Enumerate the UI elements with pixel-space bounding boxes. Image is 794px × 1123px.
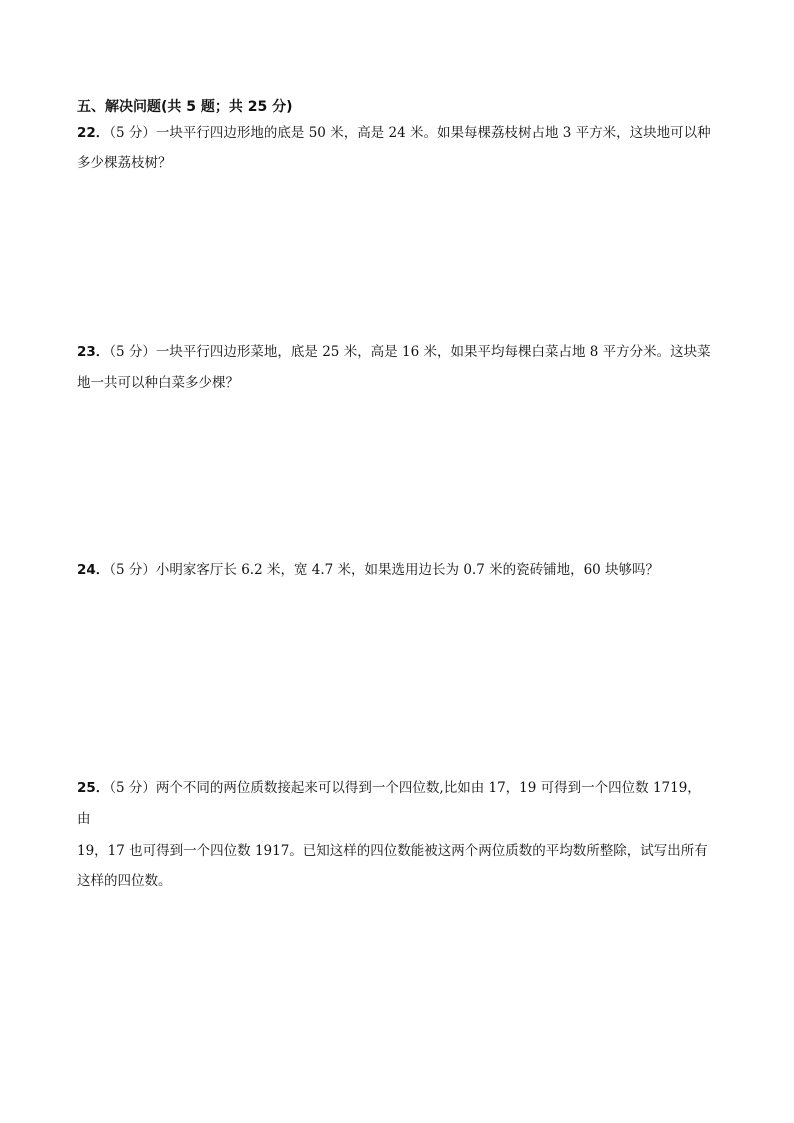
- question-25-line-1: [77, 778, 701, 798]
- question-22-text-1: （5 分）一块平行四边形地的底是 50 米，高是 24 米。如果每棵荔枝树占地 3 平方米，这块地可以种: [109, 125, 711, 141]
- question-22-number: 22．: [77, 125, 110, 141]
- question-23-number: 23．: [77, 344, 110, 360]
- question-24-text-1: （5 分）小明家客厅长 6.2 米，宽 4.7 米，如果选用边长为 0.7 米的瓷砖铺地，60 块够吗？: [109, 562, 660, 578]
- question-22-line-2: 多少棵荔枝树？: [77, 155, 172, 171]
- question-25-text-1: （5 分）两个不同的两位质数接起来可以得到一个四位数,比如由 17，19 可得到一个四位数 1719，: [109, 780, 701, 796]
- question-22-line-1: [77, 123, 711, 143]
- question-25-line-3: 19，17 也可得到一个四位数 1917。已知这样的四位数能被这两个两位质数的平均数所整除，试写出所有: [77, 843, 708, 859]
- section-heading: 五、解决问题(共 5 题；共 25 分): [77, 99, 293, 115]
- question-25-line-2: 由: [77, 811, 91, 827]
- question-25-number: 25．: [77, 780, 110, 796]
- question-23-line-2: 地一共可以种白菜多少棵？: [77, 375, 239, 391]
- question-23-text-1: （5 分）一块平行四边形菜地，底是 25 米，高是 16 米，如果平均每棵白菜占地 8 平方分米。这块菜: [109, 344, 711, 360]
- question-24-number: 24．: [77, 562, 110, 578]
- question-23-line-1: [77, 342, 711, 362]
- question-24-line-1: [77, 560, 659, 580]
- question-25-line-4: 这样的四位数。: [77, 873, 172, 889]
